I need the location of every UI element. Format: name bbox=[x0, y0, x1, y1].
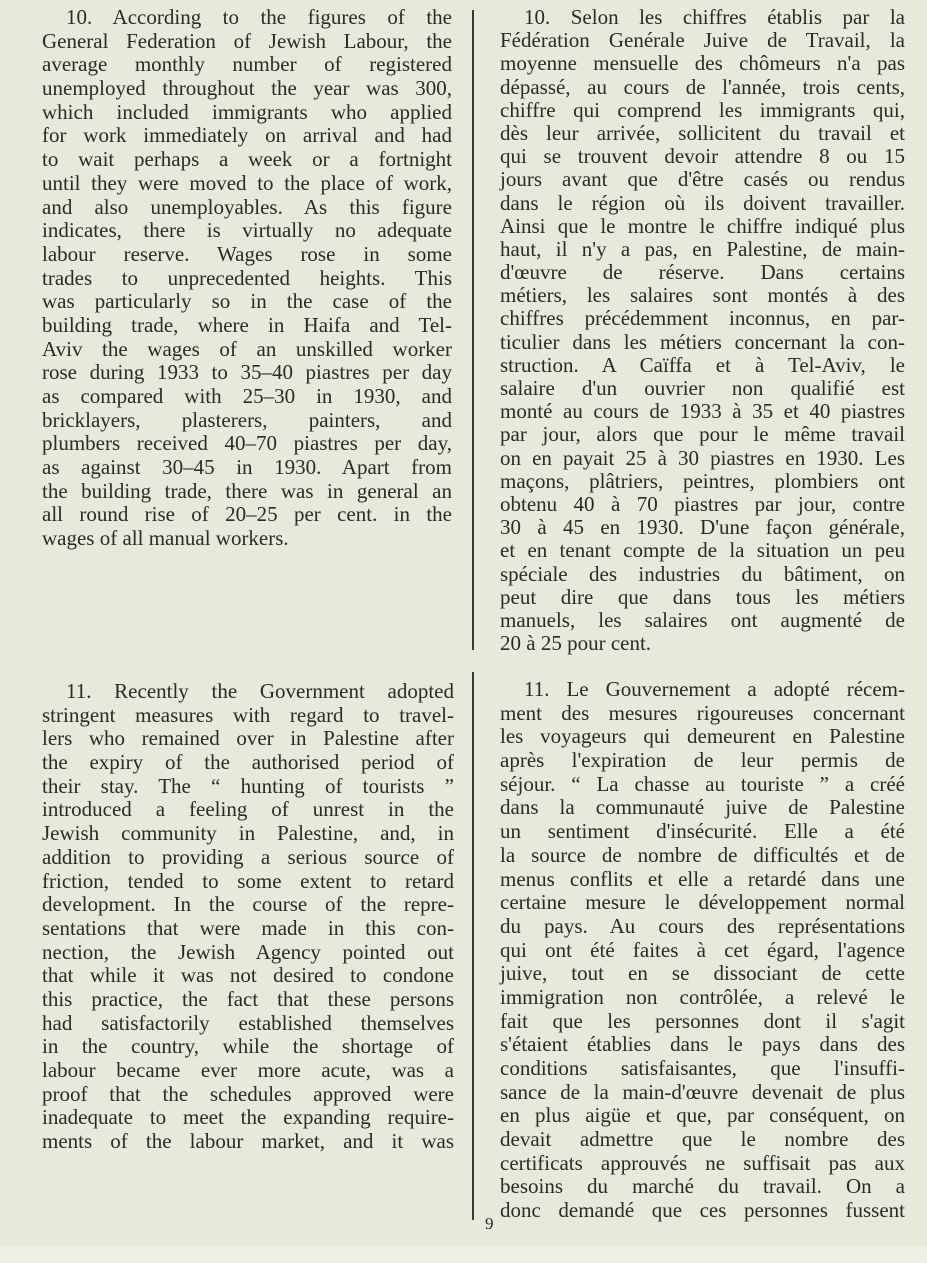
text-line: salaire d'un ouvrier non qualifié est bbox=[500, 376, 905, 400]
text-line: was particularly so in the case of the bbox=[42, 289, 452, 314]
text-line: 11. Le Gouvernement a adopté récem- bbox=[524, 677, 905, 701]
column-divider bbox=[472, 10, 474, 650]
text-line: struction. A Caïffa et à Tel-Aviv, le bbox=[500, 352, 905, 377]
page-number: 9 bbox=[485, 1214, 494, 1233]
text-line: had satisfactorily established themselves bbox=[42, 1010, 454, 1035]
text-line: lers who remained over in Palestine after bbox=[42, 726, 454, 751]
text-line: 10. Selon les chiffres établis par la bbox=[524, 5, 905, 29]
text-line: certificats approuvés ne suffisait pas aux bbox=[500, 1150, 905, 1175]
text-line: et en tenant compte de la situation un peu bbox=[500, 538, 905, 563]
column-divider bbox=[472, 672, 474, 1220]
text-line: sentations that were made in this con- bbox=[42, 915, 454, 940]
text-line: un sentiment d'insécurité. Elle a été bbox=[500, 819, 905, 844]
text-line: trades to unprecedented heights. This bbox=[42, 265, 452, 290]
text-line: which included immigrants who applied bbox=[42, 99, 452, 124]
text-line: les voyageurs qui demeurent en Palestine bbox=[500, 724, 905, 749]
text-line: la source de nombre de difficultés et de bbox=[500, 842, 905, 867]
text-line: manuels, les salaires ont augmenté de bbox=[500, 607, 905, 632]
text-line: métiers, les salaires sont montés à des bbox=[500, 283, 905, 308]
text-line: the building trade, there was in general an bbox=[42, 478, 452, 503]
text-line: to wait perhaps a week or a fortnight bbox=[42, 147, 452, 172]
text-line: labour reserve. Wages rose in some bbox=[42, 241, 452, 266]
text-line: chiffres précédemment inconnus, en par- bbox=[500, 306, 905, 331]
text-line: on en payait 25 à 30 piastres en 1930. Les bbox=[500, 445, 905, 470]
text-line: maçons, plâtriers, peintres, plombiers ont bbox=[500, 468, 905, 493]
text-line: d'œuvre de réserve. Dans certains bbox=[500, 260, 905, 285]
page-bottom-margin bbox=[0, 1246, 927, 1263]
text-line: besoins du marché du travail. On a bbox=[500, 1174, 905, 1199]
text-line: ticulier dans les métiers concernant la con- bbox=[500, 329, 905, 354]
text-line: moyenne mensuelle des chômeurs n'a pas bbox=[500, 51, 905, 76]
text-line: séjour. “ La chasse au touriste ” a créé bbox=[500, 771, 905, 796]
text-line: dépassé, au cours de l'année, trois cents, bbox=[500, 74, 905, 99]
text-line: wages of all manual workers. bbox=[42, 526, 289, 551]
text-line: until they were moved to the place of work, bbox=[42, 170, 452, 195]
text-line: plumbers received 40–70 piastres per day, bbox=[42, 431, 452, 456]
text-line: all round rise of 20–25 per cent. in the bbox=[42, 502, 452, 527]
text-line: rose during 1933 to 35–40 piastres per day bbox=[42, 360, 452, 385]
text-line: stringent measures with regard to travel- bbox=[42, 702, 454, 727]
text-line: immigration non contrôlée, a relevé le bbox=[500, 984, 905, 1009]
text-line: après l'expiration de leur permis de bbox=[500, 748, 905, 773]
text-line: their stay. The “ hunting of tourists ” bbox=[42, 773, 454, 798]
text-line: dans la communauté juive de Palestine bbox=[500, 795, 905, 820]
french-paragraph-11 bbox=[500, 678, 905, 1223]
text-line: inadequate to meet the expanding require- bbox=[42, 1105, 454, 1130]
text-line: menus conflits et elle a retardé dans une bbox=[500, 866, 905, 891]
text-line: introduced a feeling of unrest in the bbox=[42, 797, 454, 822]
text-line: unemployed throughout the year was 300, bbox=[42, 76, 452, 101]
text-line: nection, the Jewish Agency pointed out bbox=[42, 939, 454, 964]
text-line: obtenu 40 à 70 piastres par jour, contre bbox=[500, 491, 905, 516]
text-line: proof that the schedules approved were bbox=[42, 1081, 454, 1106]
text-line: 30 à 45 en 1930. D'une façon générale, bbox=[500, 515, 905, 540]
text-line: par jour, alors que pour le même travail bbox=[500, 422, 905, 447]
text-line: Aviv the wages of an unskilled worker bbox=[42, 336, 452, 361]
english-paragraph-10 bbox=[42, 6, 452, 551]
text-line: the expiry of the authorised period of bbox=[42, 750, 454, 775]
text-line: du pays. Au cours des représentations bbox=[500, 913, 905, 938]
text-line: as against 30–45 in 1930. Apart from bbox=[42, 455, 452, 480]
text-line: juive, tout en se dissociant de cette bbox=[500, 961, 905, 986]
text-line: addition to providing a serious source of bbox=[42, 844, 454, 869]
text-line: spéciale des industries du bâtiment, on bbox=[500, 561, 905, 586]
text-line: peut dire que dans tous les métiers bbox=[500, 584, 905, 609]
french-paragraph-10 bbox=[500, 6, 905, 655]
text-line: monté au cours de 1933 à 35 et 40 piastres bbox=[500, 399, 905, 424]
text-line: as compared with 25–30 in 1930, and bbox=[42, 384, 452, 408]
text-line: bricklayers, plasterers, painters, and bbox=[42, 407, 452, 432]
text-line: chiffre qui comprend les immigrants qui, bbox=[500, 97, 905, 122]
text-line: friction, tended to some extent to retard bbox=[42, 868, 454, 893]
text-line: ments of the labour market, and it was bbox=[42, 1129, 454, 1154]
text-line: average monthly number of registered bbox=[42, 52, 452, 77]
text-line: Jewish community in Palestine, and, in bbox=[42, 821, 454, 846]
text-line: donc demandé que ces personnes fussent bbox=[500, 1198, 905, 1223]
text-line: qui ont été faites à cet égard, l'agence bbox=[500, 937, 905, 962]
text-line: this practice, the fact that these persons bbox=[42, 986, 454, 1011]
text-line: General Federation of Jewish Labour, the bbox=[42, 28, 452, 53]
text-line: haut, il n'y a pas, en Palestine, de main- bbox=[500, 236, 905, 261]
text-line: Ainsi que le montre le chiffre indiqué plus bbox=[500, 213, 905, 238]
text-line: conditions satisfaisantes, que l'insuffi- bbox=[500, 1056, 905, 1080]
text-line: qui se trouvent devoir attendre 8 ou 15 bbox=[500, 144, 905, 169]
text-line: building trade, where in Haifa and Tel- bbox=[42, 312, 452, 337]
text-line: dans le région où ils doivent travailler. bbox=[500, 190, 905, 215]
text-line: s'étaient établies dans le pays dans des bbox=[500, 1032, 905, 1057]
text-line: that while it was not desired to condone bbox=[42, 963, 454, 988]
text-line: devait admettre que le nombre des bbox=[500, 1127, 905, 1152]
text-line: for work immediately on arrival and had bbox=[42, 123, 452, 148]
text-line: indicates, there is virtually no adequate bbox=[42, 218, 452, 243]
text-line: development. In the course of the repre- bbox=[42, 892, 454, 917]
text-line: en plus aigüe et que, par conséquent, on bbox=[500, 1103, 905, 1128]
text-line: and also unemployables. As this figure bbox=[42, 194, 452, 219]
text-line: 10. According to the figures of the bbox=[66, 5, 452, 29]
text-line: 11. Recently the Government adopted bbox=[66, 679, 454, 703]
text-line: sance de la main-d'œuvre devenait de plus bbox=[500, 1079, 905, 1104]
text-line: ment des mesures rigoureuses concernant bbox=[500, 700, 905, 725]
text-line: dès leur arrivée, sollicitent du travail et bbox=[500, 120, 905, 145]
text-line: Fédération Genérale Juive de Travail, la bbox=[500, 28, 905, 53]
text-line: in the country, while the shortage of bbox=[42, 1034, 454, 1059]
text-line: labour became ever more acute, was a bbox=[42, 1058, 454, 1082]
english-paragraph-11 bbox=[42, 680, 454, 1154]
text-line: jours avant que d'être casés ou rendus bbox=[500, 167, 905, 192]
text-line: fait que les personnes dont il s'agit bbox=[500, 1008, 905, 1033]
text-line: 20 à 25 pour cent. bbox=[500, 631, 652, 656]
text-line: certaine mesure le développement normal bbox=[500, 890, 905, 915]
